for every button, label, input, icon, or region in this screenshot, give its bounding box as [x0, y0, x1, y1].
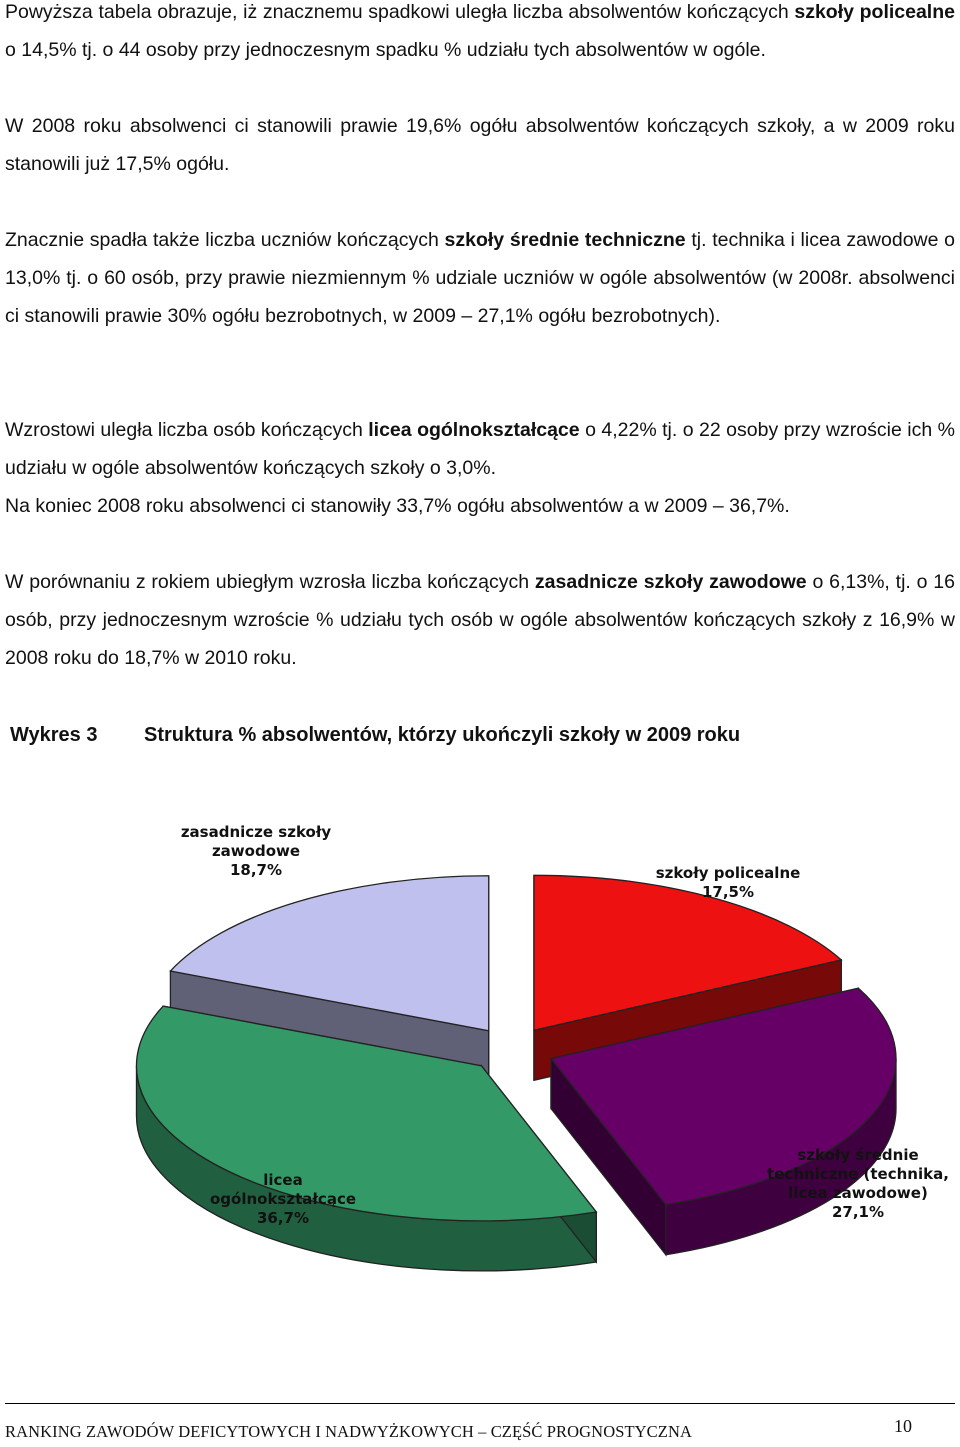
para-text: Wzrostowi uległa liczba osób kończących: [5, 419, 369, 441]
slice-label-line: 18,7%: [229, 861, 283, 879]
para-bold-text: licea ogólnokształcące: [368, 419, 580, 441]
pie-chart: [0, 790, 960, 1380]
para-text: Powyższa tabela obrazuje, iż znacznemu spadkowi uległa liczba absolwentów kończących: [5, 1, 795, 23]
footer-title: RANKING ZAWODÓW DEFICYTOWYCH I NADWYŻKOWYCH – CZĘŚĆ PROGNOSTYCZNA: [5, 1422, 692, 1441]
para-text: o 4,22% tj. o 22 osoby przy wzroście ich % udziału w ogóle absolwentów kończących szkoły o 3,0%.: [5, 419, 955, 479]
paragraph-licea-share: [5, 487, 955, 525]
para-bold-text: szkoły policealne: [794, 1, 955, 23]
para-text: W porównaniu z rokiem ubiegłym wzrosła liczba kończących: [5, 571, 535, 593]
caption-number: Wykres 3: [10, 724, 98, 746]
paragraph-policealne-share: [5, 107, 955, 183]
slice-label-line: 36,7%: [256, 1209, 310, 1227]
para-bold-text: szkoły średnie techniczne: [444, 229, 686, 251]
slice-label-line: licea zawodowe): [788, 1184, 928, 1202]
paragraph-techniczne: [5, 221, 955, 335]
slice-label-line: szkoły policealne: [655, 864, 801, 882]
caption-title: Struktura % absolwentów, którzy ukończyli szkoły w 2009 roku: [144, 724, 741, 746]
slice-label-line: 17,5%: [701, 883, 755, 901]
slice-label-line: szkoły średnie: [797, 1146, 919, 1164]
para-text: tj. technika i licea zawodowe o 13,0% tj. o 60 osób, przy prawie niezmiennym % udziale uczniów w ogóle absolwentów (w 2008r. absolwenci ci stanowili prawie 30% ogółu bezrobotnych, w 2009 – 27,1% ogółu bezrobotnych).: [5, 229, 956, 327]
para-text: o 6,13%, tj. o 16 osób, przy jednoczesnym wzroście % udziału tych osób w ogóle absolwentów kończących szkoły z 16,9% w 2008 roku do 18,7% w 2010 roku.: [5, 571, 955, 669]
slice-label-line: zasadnicze szkoły: [180, 823, 332, 841]
page-number: 10: [894, 1416, 912, 1436]
paragraph-policealne: [5, 0, 955, 69]
para-text: Znacznie spadła także liczba uczniów kończących: [5, 229, 445, 251]
slice-label: [181, 823, 332, 879]
slice-label-line: techniczne (technika,: [767, 1165, 949, 1183]
pie-slice: [136, 1006, 596, 1271]
slice-label-line: 27,1%: [831, 1203, 885, 1221]
slice-label-line: licea: [263, 1171, 303, 1189]
slice-label-line: zawodowe: [211, 842, 301, 860]
paragraph-zasadnicze: [5, 563, 955, 677]
footer-rule: [5, 1403, 955, 1404]
para-text: W 2008 roku absolwenci ci stanowili prawie 19,6% ogółu absolwentów kończących szkoły, a w 2009 roku stanowili już 17,5% ogółu.: [5, 115, 955, 175]
slice-label-line: ogólnokształcące: [209, 1190, 357, 1208]
para-bold-text: zasadnicze szkoły zawodowe: [534, 571, 807, 593]
para-text: Na koniec 2008 roku absolwenci ci stanowiły 33,7% ogółu absolwentów a w 2009 – 36,7%.: [5, 495, 790, 517]
paragraph-licea: [5, 411, 955, 487]
para-text: o 14,5% tj. o 44 osoby przy jednoczesnym spadku % udziału tych absolwentów w ogóle.: [5, 39, 766, 61]
